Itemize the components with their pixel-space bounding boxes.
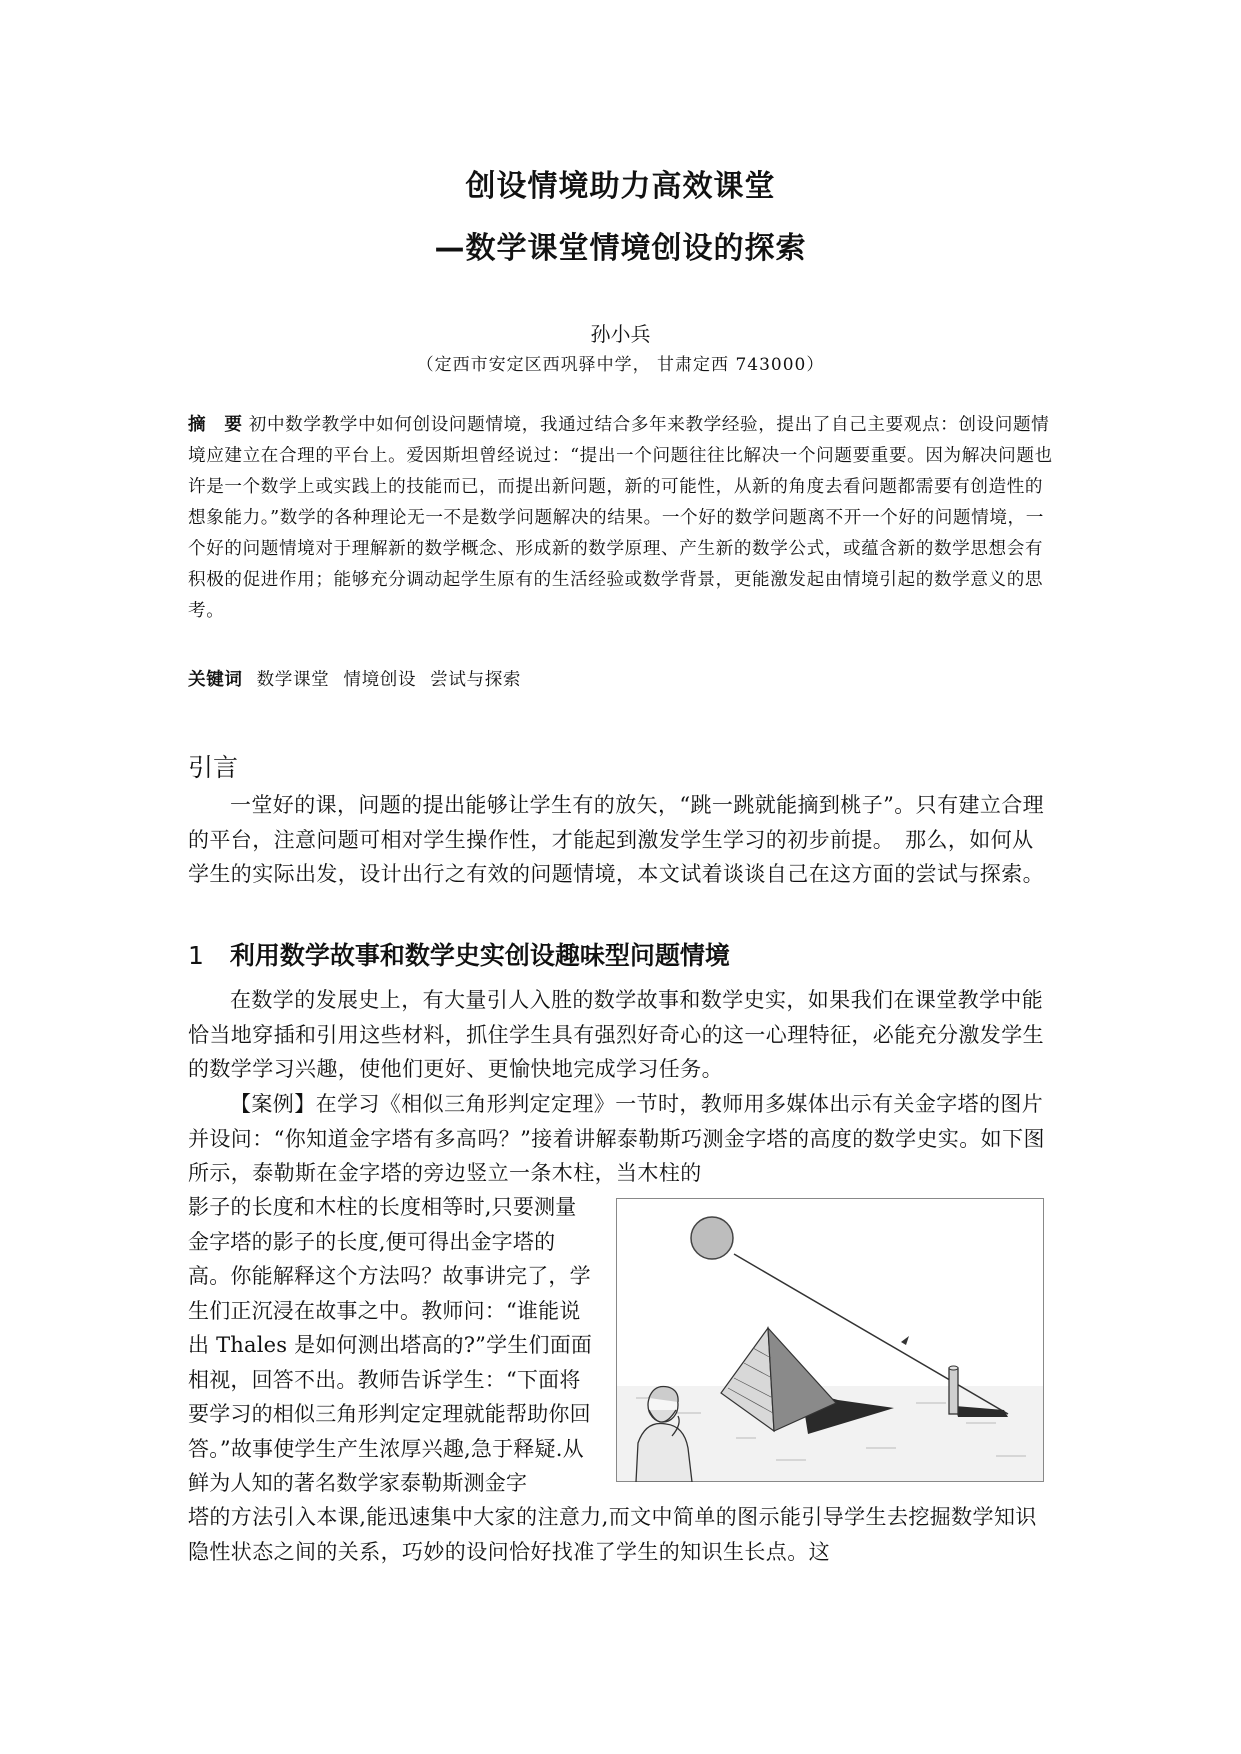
abstract-text: 初中数学教学中如何创设问题情境，我通过结合多年来教学经验，提出了自己主要观点：创设问题情境应建立在合理的平台上。爱因斯坦曾经说过：“提出一个问题往往比解决一个问题要重要。因为解决问题也许是一个数学上或实践上的技能而已，而提出新问题，新的可能性，从新的角度去看问题都需要有创造性的想象能力。”数学的各种理论无一不是数学问题解决的结果。一个好的数学问题离不开一个好的问题情境，一个好的问题情境对于理解新的数学概念、形成新的数学原理、产生新的数学公式，或蕴含新的数学思想会有积极的促进作用；能够充分调动起学生原有的生活经验或数学背景，更能激发起由情境引起的数学意义的思考。 <box>188 415 1053 621</box>
section-paragraph: 在数学的发展史上，有大量引人入胜的数学故事和数学史实，如果我们在课堂教学中能恰当地穿插和引用这些材料，抓住学生具有强烈好奇心的这一心理特征，必能充分激发学生的数学学习兴趣，使他们更好、更愉快地完成学习任务。 <box>188 988 1044 1081</box>
keyword-item: 尝试与探索 <box>430 670 522 690</box>
case-paragraph: 【案例】在学习《相似三角形判定定理》一节时，教师用多媒体出示有关金字塔的图片并设问：“你知道金字塔有多高吗？”接着讲解泰勒斯巧测金字塔的高度的数学史实。如下图所示，泰勒斯在金字塔的旁边竖立一条木柱，当木柱的 <box>188 1092 1045 1185</box>
author-affiliation: （定西市安定区西巩驿中学， 甘肃定西 743000） <box>416 355 825 375</box>
section-heading <box>188 936 730 972</box>
page-title: 创设情境助力高效课堂 <box>465 169 776 204</box>
section-number: 1 <box>188 941 204 970</box>
figure-wrap-text: 影子的长度和木柱的长度相等时,只要测量金字塔的影子的长度,便可得出金字塔的高。你能解释这个方法吗？故事讲完了，学生们正沉浸在故事之中。教师问：“谁能说出 Thales 是如何测出塔高的?”学生们面面相视，回答不出。教师告诉学生：“下面将要学习的相似三角形判定定理就能帮助你回答。”故事使学生产生浓厚兴趣,急于释疑.从鲜为人知的著名数学家泰勒斯测金字 <box>188 1195 593 1495</box>
author-name: 孙小兵 <box>590 322 651 346</box>
thales-pyramid-illustration <box>616 1198 1044 1482</box>
wooden-post-icon <box>949 1368 958 1414</box>
page-subtitle: —数学课堂情境创设的探索 <box>434 231 807 266</box>
abstract <box>188 410 1058 627</box>
keyword-item: 数学课堂 <box>256 670 330 690</box>
keyword-item: 情境创设 <box>343 670 417 690</box>
intro-heading: 引言 <box>188 753 239 782</box>
keywords <box>188 665 1058 696</box>
keywords-label: 关键词 <box>188 670 243 690</box>
abstract-label: 摘 要 <box>188 415 243 435</box>
section-paragraph-continued: 塔的方法引入本课,能迅速集中大家的注意力,而文中简单的图示能引导学生去挖掘数学知识隐性状态之间的关系，巧妙的设问恰好找准了学生的知识生长点。这 <box>188 1505 1037 1564</box>
section-title: 利用数学故事和数学史实创设趣味型问题情境 <box>229 941 730 970</box>
intro-paragraph: 一堂好的课，问题的提出能够让学生有的放矢，“跳一跳就能摘到桃子”。只有建立合理的平台，注意问题可相对学生操作性，才能起到激发学生学习的初步前提。 那么，如何从学生的实际出发，设计出行之有效的问题情境，本文试着谈谈自己在这方面的尝试与探索。 <box>188 793 1045 886</box>
sun-icon <box>691 1217 733 1259</box>
